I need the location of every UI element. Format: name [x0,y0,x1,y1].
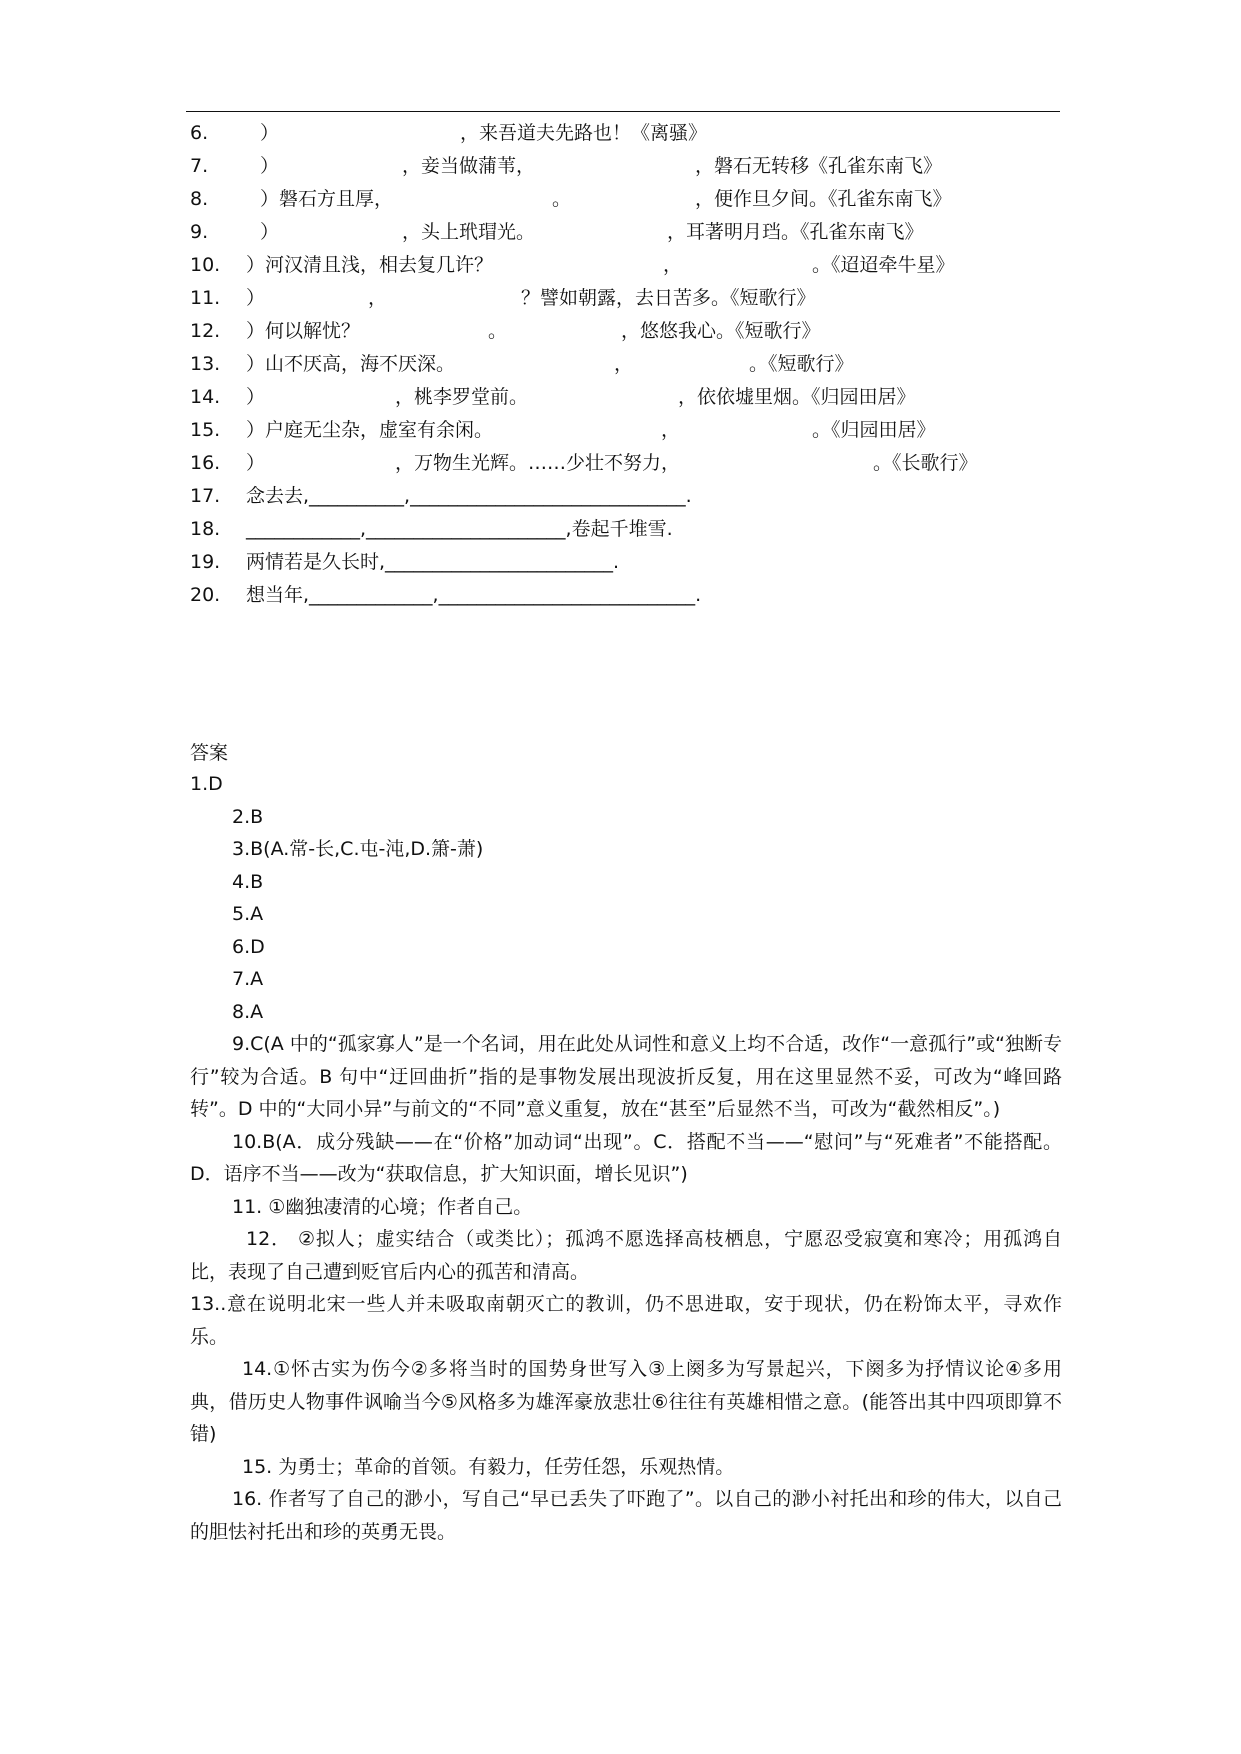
answer-list [190,768,1062,1548]
question-number: 19. [190,551,221,573]
question-text: ，耳著明月珰。《孔雀东南飞》 [667,221,924,243]
question-text: 想当年,_____________,___________________________. [246,584,702,606]
question-text: ） [246,287,266,309]
answer-item: 10.B(A．成分残缺——在“价格”加动词“出现”。C．搭配不当——“慰问”与“死难者”不能搭配。D．语序不当——改为“获取信息，扩大知识面，增长见识”) [190,1130,1062,1185]
question-text: 。《迢迢牵牛星》 [812,254,955,276]
question-number: 16. [190,452,221,474]
question-row [190,348,1060,381]
question-number: 18. [190,518,221,540]
question-row [190,447,1060,480]
question-text: ，头上玳瑁光。 [402,221,536,243]
answer-item: 6.D [232,935,265,958]
question-row [190,579,1060,612]
question-text: ）河汉清且浅，相去复几许？ [246,254,494,276]
question-text: 。 [552,188,572,210]
question-text: ） [260,221,280,243]
question-text: ，便作旦夕间。《孔雀东南飞》 [695,188,952,210]
answer-item: 3.B(A.常-长,C.屯-沌,D.箫-萧) [232,838,484,860]
question-text: 念去去,__________,_____________________________. [246,485,692,507]
answer-item: 1.D [190,773,223,795]
question-text: ， [663,254,683,276]
question-text: ）何以解忧？ [246,320,361,342]
question-text: ， [661,419,681,441]
question-text: ） [246,452,266,474]
question-text: 。《短歌行》 [749,353,854,375]
question-number: 6. [190,122,209,144]
question-number: 9. [190,221,209,243]
header-rule [186,111,1060,112]
question-row [190,216,1060,249]
question-text: 。 [488,320,508,342]
answer-item: 9.C(A 中的“孤家寡人”是一个名词，用在此处从词性和意义上均不合适，改作“一意孤行”或“独断专行”较为合适。B 句中“迂回曲折”指的是事物发展出现波折反复，用在这里显然不妥，可改为“峰回路转”。D 中的“大同小异”与前文的“不同”意义重复，放在“甚至”后显然不当，可改为“截然相反”。) [190,1033,1062,1120]
question-number: 10. [190,254,221,276]
answer-item: 7.A [232,968,264,990]
question-text: ，妾当做蒲苇， [402,155,536,177]
question-row [190,513,1060,546]
question-text: ）山不厌高，海不厌深。 [246,353,456,375]
question-row [190,315,1060,348]
question-row [190,414,1060,447]
question-number: 17. [190,485,221,507]
question-number: 14. [190,386,221,408]
question-row [190,282,1060,315]
answer-item: 5.A [232,903,264,925]
question-list [190,117,1060,612]
answer-item: 16. 作者写了自己的渺小，写自己“早已丢失了吓跑了”。以自己的渺小衬托出和珍的伟大，以自己的胆怯衬托出和珍的英勇无畏。 [190,1488,1062,1543]
question-row [190,249,1060,282]
question-text: ，依依墟里烟。《归园田居》 [678,386,916,408]
question-text: ，万物生光辉。……少壮不努力， [395,452,681,474]
answer-item: 15. 为勇士；革命的首领。有毅力，任劳任怨，乐观热情。 [242,1455,735,1478]
question-text: ）磐石方且厚， [260,188,394,210]
question-text: 。《归园田居》 [812,419,936,441]
answer-item: 11. ①幽独凄清的心境；作者自己。 [232,1195,533,1218]
answer-item: 8.A [232,1000,264,1023]
question-row [190,150,1060,183]
question-text: ？譬如朝露，去日苦多。《短歌行》 [521,287,816,309]
question-number: 13. [190,353,221,375]
question-text: ， [614,353,634,375]
question-number: 12. [190,320,221,342]
question-number: 7. [190,155,209,177]
answer-item: 14.①怀古实为伤今②多将当时的国势身世写入③上阕多为写景起兴，下阕多为抒情议论④多用典，借历史人物事件讽喻当今⑤风格多为雄浑豪放悲壮⑥往往有英雄相惜之意。(能答出其中四项即算不错) [190,1358,1062,1445]
question-text: ） [260,122,280,144]
question-text: ，桃李罗堂前。 [395,386,529,408]
question-text: 。《长歌行》 [873,452,978,474]
question-text: ）户庭无尘杂，虚室有余闲。 [246,419,494,441]
question-row [190,546,1060,579]
question-text: ） [246,386,266,408]
answer-item: 13..意在说明北宋一些人并未吸取南朝灭亡的教训，仍不思进取，安于现状，仍在粉饰太平，寻欢作乐。 [190,1293,1062,1348]
question-text: ____________,_____________________,卷起千堆雪. [246,518,673,540]
question-number: 8. [190,188,209,210]
question-text: ，悠悠我心。《短歌行》 [621,320,821,342]
question-text: ，来吾道夫先路也！《离骚》 [460,122,708,144]
question-number: 20. [190,584,221,606]
question-text: ， [368,287,388,309]
answer-item: 4.B [232,870,264,893]
question-text: 两情若是久长时,________________________. [246,551,620,573]
question-text: ，磐石无转移《孔雀东南飞》 [695,155,943,177]
question-number: 11. [190,287,221,309]
question-row [190,381,1060,414]
answer-item: 2.B [232,805,264,828]
answer-item: 12． ②拟人；虚实结合（或类比）；孤鸿不愿选择高枝栖息，宁愿忍受寂寞和寒冷；用孤鸿自比，表现了自己遭到贬官后内心的孤苦和清高。 [190,1228,1062,1283]
answers-title: 答案 [190,742,229,764]
question-number: 15. [190,419,221,441]
question-row [190,117,1060,150]
question-text: ） [260,155,280,177]
question-row [190,183,1060,216]
question-row [190,480,1060,513]
